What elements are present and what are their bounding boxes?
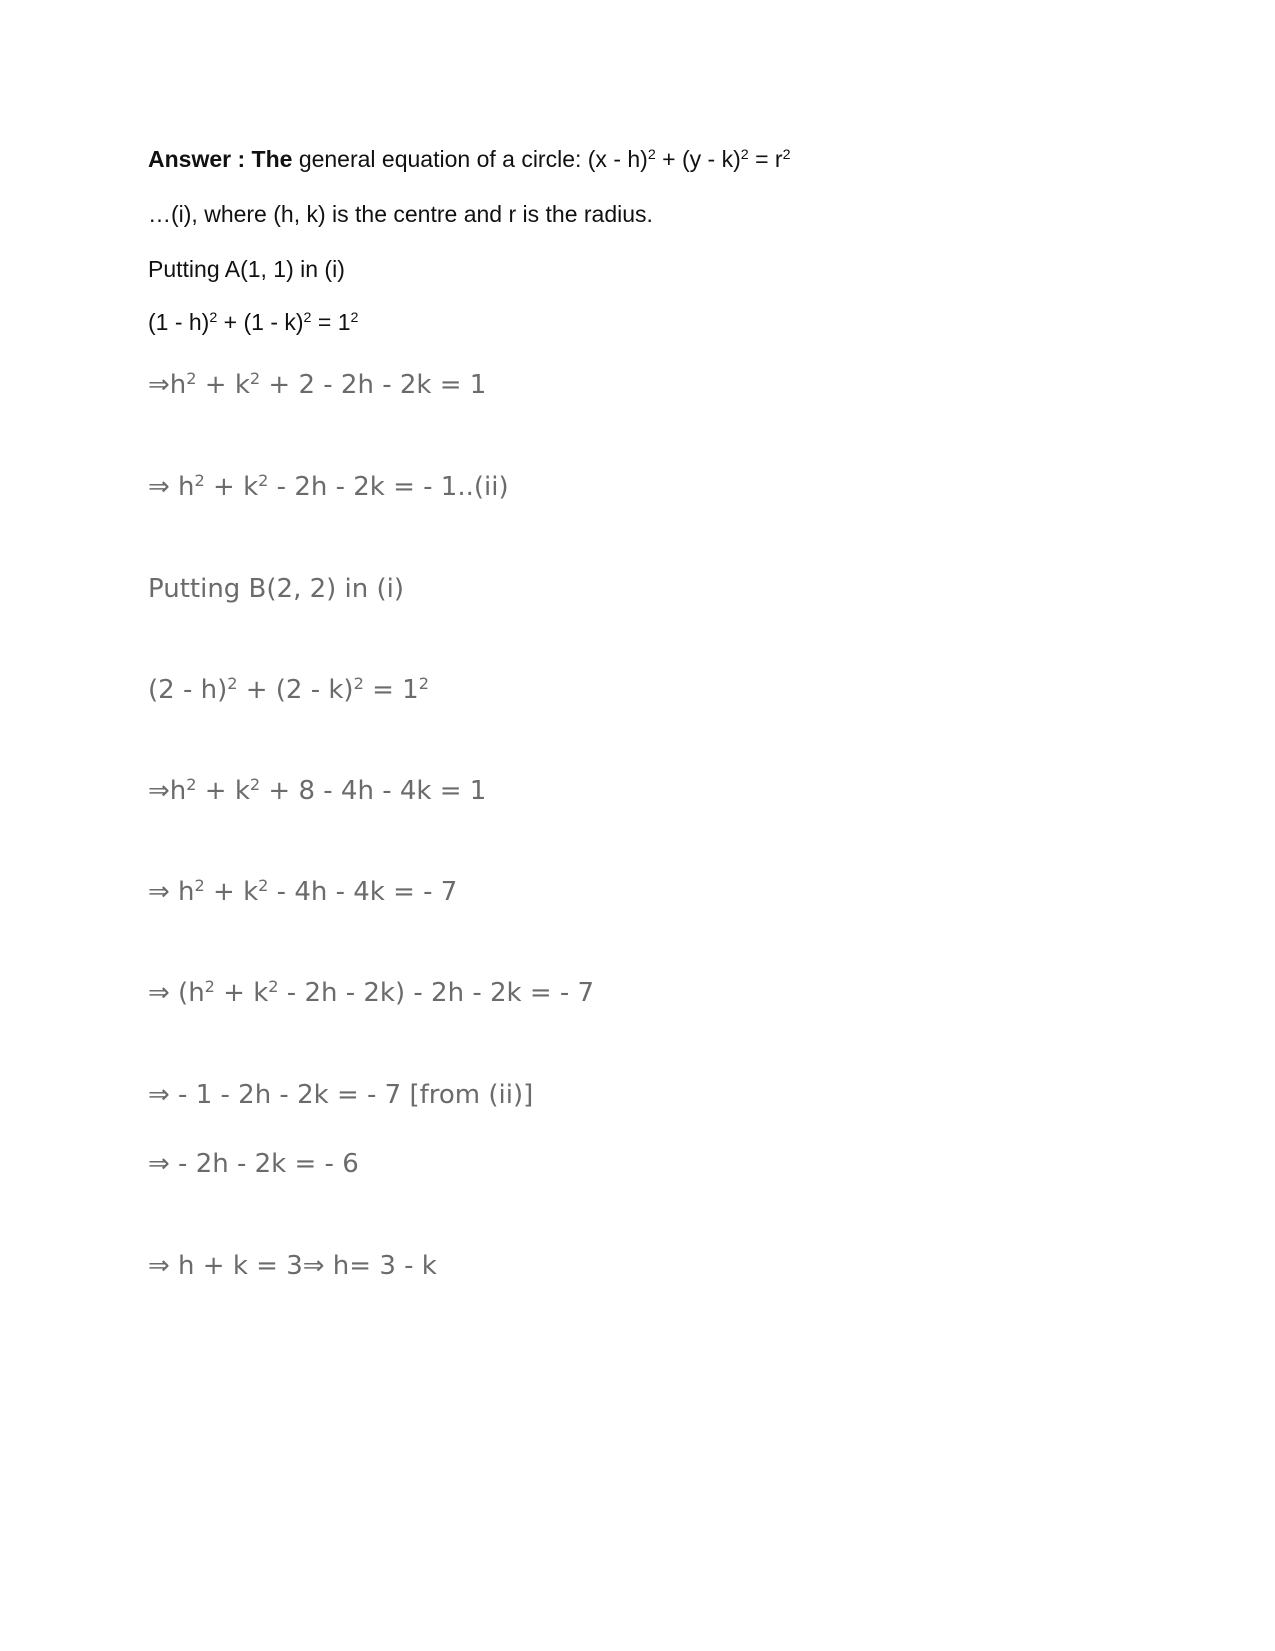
equation-ii-line	[148, 472, 509, 502]
exponent: 2	[258, 471, 269, 491]
expr-part: + (1 - k)	[217, 309, 304, 335]
exponent: 2	[303, 310, 312, 327]
expr-part: + k	[196, 370, 250, 400]
exponent: 2	[227, 674, 238, 694]
expr-part: - 4h - 4k = - 7	[268, 877, 458, 907]
expr-part: + k	[214, 978, 269, 1008]
reduce-line: ⇒ - 2h - 2k = - 6	[148, 1149, 359, 1179]
expr-part: ⇒h	[148, 370, 187, 400]
exponent: 2	[194, 471, 205, 491]
answer-label: Answer : The	[148, 146, 293, 172]
putting-a-line: Putting A(1, 1) in (i)	[148, 256, 345, 282]
expr-part: - 2h - 2k) - 2h - 2k = - 7	[278, 978, 595, 1008]
exponent: 2	[186, 775, 197, 795]
exponent: 2	[209, 310, 218, 327]
exponent: 2	[647, 147, 656, 164]
substitution-a-line	[148, 309, 358, 336]
intro-text: general equation of a circle: (x - h)	[298, 146, 648, 172]
expr-part: + 2 - 2h - 2k = 1	[260, 370, 487, 400]
answer-intro-line	[148, 146, 791, 173]
expand-a-line	[148, 370, 486, 400]
substitution-b-line	[148, 675, 429, 705]
intro-mid2: = r	[748, 146, 783, 172]
expr-part: + k	[196, 776, 250, 806]
exponent: 2	[418, 674, 429, 694]
expr-part: + (2 - k)	[237, 675, 354, 705]
expr-part: (2 - h)	[148, 675, 228, 705]
expr-part: (1 - h)	[148, 309, 210, 335]
exponent: 2	[249, 775, 261, 795]
exponent: 2	[186, 369, 197, 389]
exponent: 2	[353, 674, 364, 694]
exponent: 2	[782, 147, 791, 164]
exponent: 2	[268, 977, 279, 997]
expr-part: ⇒ (h	[148, 978, 205, 1008]
intro-mid1: + (y - k)	[655, 146, 741, 172]
exponent: 2	[249, 369, 261, 389]
expr-part: = 1	[311, 309, 351, 335]
expr-part: ⇒ h	[148, 877, 195, 907]
expr-part: + k	[204, 877, 259, 907]
regroup-line	[148, 978, 594, 1008]
exponent: 2	[350, 310, 359, 327]
expr-part: = 1	[363, 675, 419, 705]
expand-b-line	[148, 776, 486, 806]
expr-part: - 2h - 2k = - 1..(ii)	[268, 472, 509, 502]
expr-part: + 8 - 4h - 4k = 1	[260, 776, 487, 806]
equation-reference-line: …(i), where (h, k) is the centre and r is the radius.	[148, 201, 653, 227]
substitute-ii-line: ⇒ - 1 - 2h - 2k = - 7 [from (ii)]	[148, 1080, 534, 1110]
expr-part: ⇒h	[148, 776, 187, 806]
simplify-b-line	[148, 877, 457, 907]
exponent: 2	[258, 876, 269, 896]
exponent: 2	[204, 977, 215, 997]
exponent: 2	[194, 876, 205, 896]
expr-part: + k	[204, 472, 259, 502]
result-line: ⇒ h + k = 3⇒ h= 3 - k	[148, 1251, 437, 1281]
expr-part: ⇒ h	[148, 472, 195, 502]
putting-b-line: Putting B(2, 2) in (i)	[148, 574, 405, 604]
exponent: 2	[740, 147, 749, 164]
